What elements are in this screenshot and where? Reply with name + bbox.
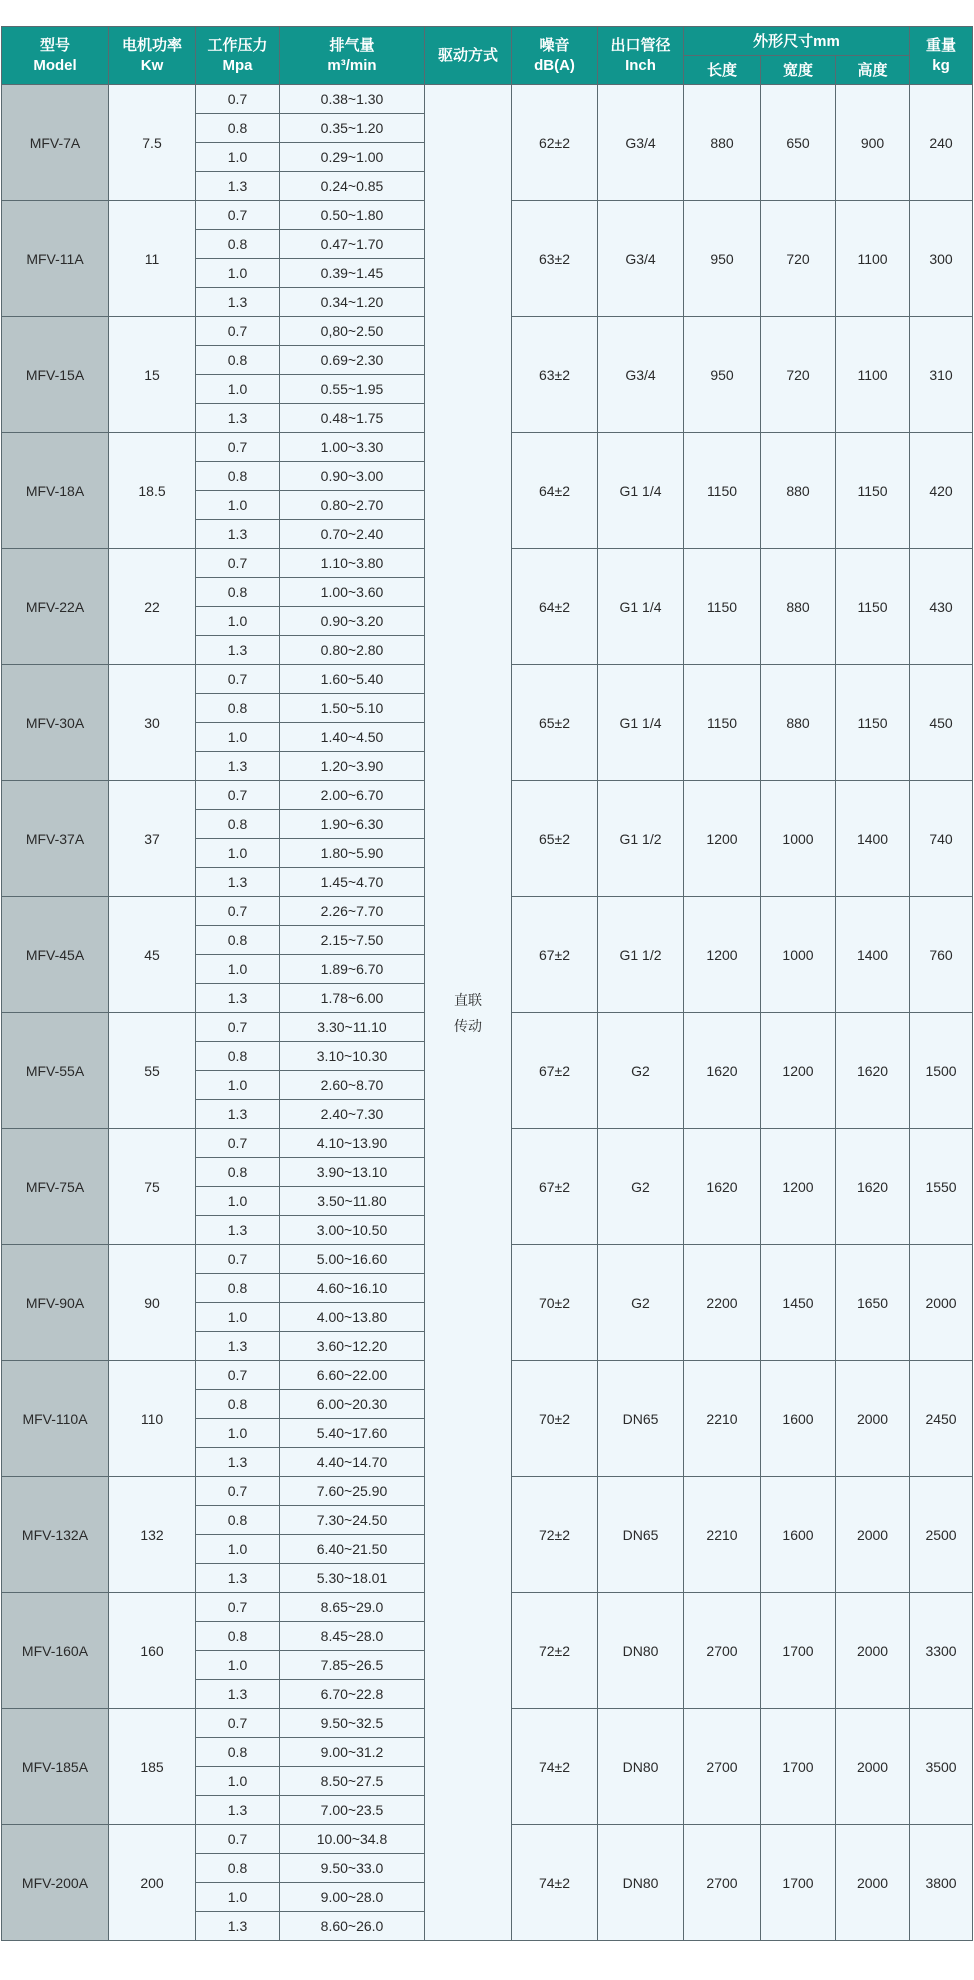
weight-cell: 420 xyxy=(910,433,973,549)
model-cell: MFV-55A xyxy=(2,1013,109,1129)
weight-cell: 3800 xyxy=(910,1825,973,1941)
model-cell: MFV-110A xyxy=(2,1361,109,1477)
width-cell: 1600 xyxy=(761,1361,836,1477)
flow-cell: 0.50~1.80 xyxy=(280,201,425,230)
noise-cell: 72±2 xyxy=(512,1477,598,1593)
pressure-cell: 0.8 xyxy=(196,346,280,375)
weight-cell: 2450 xyxy=(910,1361,973,1477)
weight-cell: 3300 xyxy=(910,1593,973,1709)
weight-cell: 2500 xyxy=(910,1477,973,1593)
outlet-cell: G3/4 xyxy=(598,85,684,201)
pressure-cell: 1.0 xyxy=(196,1187,280,1216)
pressure-cell: 0.7 xyxy=(196,897,280,926)
table-row xyxy=(2,85,973,114)
pressure-cell: 0.8 xyxy=(196,1622,280,1651)
width-cell: 1700 xyxy=(761,1593,836,1709)
flow-cell: 2.00~6.70 xyxy=(280,781,425,810)
header-model xyxy=(2,27,109,85)
flow-cell: 9.00~31.2 xyxy=(280,1738,425,1767)
outlet-cell: G2 xyxy=(598,1245,684,1361)
power-cell: 15 xyxy=(109,317,196,433)
header-weight-zh: 重量 xyxy=(926,37,957,54)
weight-cell: 1500 xyxy=(910,1013,973,1129)
height-cell: 2000 xyxy=(836,1825,910,1941)
power-cell: 37 xyxy=(109,781,196,897)
pressure-cell: 0.7 xyxy=(196,317,280,346)
length-cell: 1620 xyxy=(684,1129,761,1245)
noise-cell: 74±2 xyxy=(512,1825,598,1941)
height-cell: 1150 xyxy=(836,549,910,665)
weight-cell: 240 xyxy=(910,85,973,201)
width-cell: 880 xyxy=(761,665,836,781)
flow-cell: 9.50~33.0 xyxy=(280,1854,425,1883)
flow-cell: 1.45~4.70 xyxy=(280,868,425,897)
flow-cell: 0.24~0.85 xyxy=(280,172,425,201)
model-cell: MFV-90A xyxy=(2,1245,109,1361)
power-cell: 75 xyxy=(109,1129,196,1245)
pressure-cell: 0.7 xyxy=(196,1129,280,1158)
height-cell: 1100 xyxy=(836,317,910,433)
flow-cell: 10.00~34.8 xyxy=(280,1825,425,1854)
header-power-zh: 电机功率 xyxy=(121,37,182,54)
width-cell: 880 xyxy=(761,433,836,549)
height-cell: 1150 xyxy=(836,665,910,781)
header-outlet xyxy=(598,27,684,85)
power-cell: 55 xyxy=(109,1013,196,1129)
power-cell: 22 xyxy=(109,549,196,665)
height-cell: 1100 xyxy=(836,201,910,317)
pressure-cell: 0.7 xyxy=(196,201,280,230)
power-cell: 90 xyxy=(109,1245,196,1361)
flow-cell: 0.80~2.70 xyxy=(280,491,425,520)
pressure-cell: 0.8 xyxy=(196,230,280,259)
height-cell: 2000 xyxy=(836,1361,910,1477)
pressure-cell: 1.0 xyxy=(196,607,280,636)
length-cell: 1620 xyxy=(684,1013,761,1129)
noise-cell: 63±2 xyxy=(512,317,598,433)
flow-cell: 0.55~1.95 xyxy=(280,375,425,404)
outlet-cell: G1 1/4 xyxy=(598,665,684,781)
length-cell: 1150 xyxy=(684,549,761,665)
flow-cell: 3.90~13.10 xyxy=(280,1158,425,1187)
pressure-cell: 0.8 xyxy=(196,1042,280,1071)
height-cell: 1150 xyxy=(836,433,910,549)
weight-cell: 430 xyxy=(910,549,973,665)
pressure-cell: 0.8 xyxy=(196,694,280,723)
noise-cell: 70±2 xyxy=(512,1245,598,1361)
header-model-en: Model xyxy=(33,57,77,74)
pressure-cell: 0.8 xyxy=(196,810,280,839)
pressure-cell: 1.0 xyxy=(196,723,280,752)
outlet-cell: G1 1/2 xyxy=(598,897,684,1013)
height-cell: 900 xyxy=(836,85,910,201)
flow-cell: 4.60~16.10 xyxy=(280,1274,425,1303)
header-flow-en: m³/min xyxy=(327,57,377,74)
width-cell: 880 xyxy=(761,549,836,665)
height-cell: 1400 xyxy=(836,897,910,1013)
pressure-cell: 0.7 xyxy=(196,781,280,810)
flow-cell: 5.30~18.01 xyxy=(280,1564,425,1593)
power-cell: 18.5 xyxy=(109,433,196,549)
flow-cell: 8.65~29.0 xyxy=(280,1593,425,1622)
pressure-cell: 0.7 xyxy=(196,665,280,694)
header-flow-zh: 排气量 xyxy=(329,37,375,54)
flow-cell: 2.26~7.70 xyxy=(280,897,425,926)
pressure-cell: 1.0 xyxy=(196,1767,280,1796)
power-cell: 7.5 xyxy=(109,85,196,201)
length-cell: 2210 xyxy=(684,1361,761,1477)
header-weight-en: kg xyxy=(932,57,950,74)
pressure-cell: 1.0 xyxy=(196,1883,280,1912)
weight-cell: 3500 xyxy=(910,1709,973,1825)
flow-cell: 9.00~28.0 xyxy=(280,1883,425,1912)
weight-cell: 300 xyxy=(910,201,973,317)
pressure-cell: 0.8 xyxy=(196,1390,280,1419)
pressure-cell: 0.7 xyxy=(196,1825,280,1854)
pressure-cell: 0.8 xyxy=(196,1738,280,1767)
model-cell: MFV-11A xyxy=(2,201,109,317)
flow-cell: 8.50~27.5 xyxy=(280,1767,425,1796)
pressure-cell: 0.7 xyxy=(196,1245,280,1274)
noise-cell: 67±2 xyxy=(512,1013,598,1129)
model-cell: MFV-160A xyxy=(2,1593,109,1709)
flow-cell: 8.45~28.0 xyxy=(280,1622,425,1651)
pressure-cell: 1.3 xyxy=(196,1912,280,1941)
width-cell: 1000 xyxy=(761,781,836,897)
header-flow xyxy=(280,27,425,85)
flow-cell: 7.30~24.50 xyxy=(280,1506,425,1535)
weight-cell: 1550 xyxy=(910,1129,973,1245)
pressure-cell: 0.8 xyxy=(196,926,280,955)
pressure-cell: 0.7 xyxy=(196,1593,280,1622)
pressure-cell: 1.0 xyxy=(196,1303,280,1332)
length-cell: 2700 xyxy=(684,1825,761,1941)
pressure-cell: 1.0 xyxy=(196,143,280,172)
pressure-cell: 1.3 xyxy=(196,1564,280,1593)
noise-cell: 72±2 xyxy=(512,1593,598,1709)
pressure-cell: 1.0 xyxy=(196,839,280,868)
length-cell: 2700 xyxy=(684,1709,761,1825)
pressure-cell: 1.3 xyxy=(196,520,280,549)
flow-cell: 6.40~21.50 xyxy=(280,1535,425,1564)
width-cell: 1450 xyxy=(761,1245,836,1361)
weight-cell: 310 xyxy=(910,317,973,433)
length-cell: 1150 xyxy=(684,665,761,781)
drive-cell xyxy=(425,85,512,1941)
power-cell: 160 xyxy=(109,1593,196,1709)
pressure-cell: 0.8 xyxy=(196,1158,280,1187)
flow-cell: 0,80~2.50 xyxy=(280,317,425,346)
model-cell: MFV-75A xyxy=(2,1129,109,1245)
drive-method-text: 传动 xyxy=(454,1017,482,1034)
header-length: 长度 xyxy=(684,56,761,85)
outlet-cell: G3/4 xyxy=(598,317,684,433)
header-weight xyxy=(910,27,973,85)
model-cell: MFV-15A xyxy=(2,317,109,433)
weight-cell: 2000 xyxy=(910,1245,973,1361)
flow-cell: 7.85~26.5 xyxy=(280,1651,425,1680)
model-cell: MFV-37A xyxy=(2,781,109,897)
header-outlet-zh: 出口管径 xyxy=(610,37,671,54)
height-cell: 1650 xyxy=(836,1245,910,1361)
width-cell: 1700 xyxy=(761,1825,836,1941)
length-cell: 2210 xyxy=(684,1477,761,1593)
flow-cell: 6.70~22.8 xyxy=(280,1680,425,1709)
power-cell: 11 xyxy=(109,201,196,317)
flow-cell: 4.10~13.90 xyxy=(280,1129,425,1158)
flow-cell: 0.48~1.75 xyxy=(280,404,425,433)
flow-cell: 0.47~1.70 xyxy=(280,230,425,259)
pressure-cell: 1.3 xyxy=(196,752,280,781)
pressure-cell: 0.7 xyxy=(196,85,280,114)
table-body xyxy=(2,85,973,1941)
noise-cell: 67±2 xyxy=(512,897,598,1013)
flow-cell: 8.60~26.0 xyxy=(280,1912,425,1941)
pressure-cell: 0.8 xyxy=(196,1854,280,1883)
noise-cell: 74±2 xyxy=(512,1709,598,1825)
pressure-cell: 1.0 xyxy=(196,1071,280,1100)
length-cell: 880 xyxy=(684,85,761,201)
model-cell: MFV-132A xyxy=(2,1477,109,1593)
flow-cell: 4.00~13.80 xyxy=(280,1303,425,1332)
flow-cell: 1.50~5.10 xyxy=(280,694,425,723)
flow-cell: 1.80~5.90 xyxy=(280,839,425,868)
pressure-cell: 0.8 xyxy=(196,462,280,491)
pressure-cell: 1.0 xyxy=(196,1535,280,1564)
flow-cell: 1.89~6.70 xyxy=(280,955,425,984)
header-noise-en: dB(A) xyxy=(534,57,575,74)
header-model-zh: 型号 xyxy=(39,37,70,54)
flow-cell: 1.40~4.50 xyxy=(280,723,425,752)
height-cell: 2000 xyxy=(836,1709,910,1825)
pressure-cell: 1.3 xyxy=(196,1100,280,1129)
outlet-cell: DN65 xyxy=(598,1477,684,1593)
header-power xyxy=(109,27,196,85)
flow-cell: 3.00~10.50 xyxy=(280,1216,425,1245)
pressure-cell: 1.3 xyxy=(196,1216,280,1245)
flow-cell: 5.00~16.60 xyxy=(280,1245,425,1274)
noise-cell: 67±2 xyxy=(512,1129,598,1245)
spec-table xyxy=(1,26,973,1941)
length-cell: 1200 xyxy=(684,897,761,1013)
outlet-cell: G1 1/2 xyxy=(598,781,684,897)
flow-cell: 1.60~5.40 xyxy=(280,665,425,694)
pressure-cell: 0.7 xyxy=(196,1477,280,1506)
noise-cell: 70±2 xyxy=(512,1361,598,1477)
flow-cell: 1.00~3.60 xyxy=(280,578,425,607)
flow-cell: 1.00~3.30 xyxy=(280,433,425,462)
flow-cell: 1.10~3.80 xyxy=(280,549,425,578)
outlet-cell: G1 1/4 xyxy=(598,549,684,665)
width-cell: 1200 xyxy=(761,1013,836,1129)
pressure-cell: 1.3 xyxy=(196,1448,280,1477)
outlet-cell: G1 1/4 xyxy=(598,433,684,549)
pressure-cell: 1.3 xyxy=(196,404,280,433)
header-power-en: Kw xyxy=(140,57,164,74)
power-cell: 45 xyxy=(109,897,196,1013)
header-dimensions: 外形尺寸mm xyxy=(684,27,910,56)
noise-cell: 62±2 xyxy=(512,85,598,201)
pressure-cell: 0.7 xyxy=(196,1709,280,1738)
height-cell: 1400 xyxy=(836,781,910,897)
model-cell: MFV-18A xyxy=(2,433,109,549)
flow-cell: 6.60~22.00 xyxy=(280,1361,425,1390)
noise-cell: 64±2 xyxy=(512,433,598,549)
flow-cell: 0.69~2.30 xyxy=(280,346,425,375)
length-cell: 2700 xyxy=(684,1593,761,1709)
pressure-cell: 1.3 xyxy=(196,636,280,665)
width-cell: 1000 xyxy=(761,897,836,1013)
flow-cell: 1.78~6.00 xyxy=(280,984,425,1013)
outlet-cell: G2 xyxy=(598,1129,684,1245)
power-cell: 185 xyxy=(109,1709,196,1825)
outlet-cell: G2 xyxy=(598,1013,684,1129)
pressure-cell: 1.3 xyxy=(196,1332,280,1361)
model-cell: MFV-185A xyxy=(2,1709,109,1825)
length-cell: 950 xyxy=(684,317,761,433)
flow-cell: 0.70~2.40 xyxy=(280,520,425,549)
pressure-cell: 0.7 xyxy=(196,1013,280,1042)
length-cell: 2200 xyxy=(684,1245,761,1361)
noise-cell: 63±2 xyxy=(512,201,598,317)
drive-method-text: 直联 xyxy=(454,991,482,1008)
width-cell: 1600 xyxy=(761,1477,836,1593)
length-cell: 1200 xyxy=(684,781,761,897)
flow-cell: 2.15~7.50 xyxy=(280,926,425,955)
header-width: 宽度 xyxy=(761,56,836,85)
height-cell: 2000 xyxy=(836,1593,910,1709)
pressure-cell: 1.0 xyxy=(196,259,280,288)
width-cell: 720 xyxy=(761,317,836,433)
width-cell: 1200 xyxy=(761,1129,836,1245)
flow-cell: 9.50~32.5 xyxy=(280,1709,425,1738)
pressure-cell: 0.8 xyxy=(196,1506,280,1535)
length-cell: 1150 xyxy=(684,433,761,549)
flow-cell: 2.60~8.70 xyxy=(280,1071,425,1100)
flow-cell: 0.90~3.00 xyxy=(280,462,425,491)
pressure-cell: 1.0 xyxy=(196,1651,280,1680)
outlet-cell: DN80 xyxy=(598,1709,684,1825)
pressure-cell: 1.3 xyxy=(196,868,280,897)
model-cell: MFV-22A xyxy=(2,549,109,665)
model-cell: MFV-45A xyxy=(2,897,109,1013)
pressure-cell: 0.8 xyxy=(196,1274,280,1303)
height-cell: 2000 xyxy=(836,1477,910,1593)
pressure-cell: 0.7 xyxy=(196,549,280,578)
flow-cell: 2.40~7.30 xyxy=(280,1100,425,1129)
width-cell: 1700 xyxy=(761,1709,836,1825)
model-cell: MFV-7A xyxy=(2,85,109,201)
flow-cell: 7.60~25.90 xyxy=(280,1477,425,1506)
power-cell: 30 xyxy=(109,665,196,781)
pressure-cell: 0.8 xyxy=(196,114,280,143)
length-cell: 950 xyxy=(684,201,761,317)
power-cell: 132 xyxy=(109,1477,196,1593)
header-pressure xyxy=(196,27,280,85)
flow-cell: 4.40~14.70 xyxy=(280,1448,425,1477)
noise-cell: 65±2 xyxy=(512,665,598,781)
pressure-cell: 0.8 xyxy=(196,578,280,607)
flow-cell: 1.20~3.90 xyxy=(280,752,425,781)
weight-cell: 450 xyxy=(910,665,973,781)
noise-cell: 65±2 xyxy=(512,781,598,897)
header-height: 高度 xyxy=(836,56,910,85)
table-header xyxy=(2,27,973,85)
model-cell: MFV-30A xyxy=(2,665,109,781)
pressure-cell: 1.3 xyxy=(196,172,280,201)
pressure-cell: 1.3 xyxy=(196,984,280,1013)
pressure-cell: 1.3 xyxy=(196,288,280,317)
width-cell: 650 xyxy=(761,85,836,201)
flow-cell: 0.34~1.20 xyxy=(280,288,425,317)
weight-cell: 760 xyxy=(910,897,973,1013)
flow-cell: 6.00~20.30 xyxy=(280,1390,425,1419)
outlet-cell: DN80 xyxy=(598,1825,684,1941)
header-noise xyxy=(512,27,598,85)
header-noise-zh: 噪音 xyxy=(539,37,570,54)
pressure-cell: 1.0 xyxy=(196,375,280,404)
header-outlet-en: Inch xyxy=(625,57,656,74)
flow-cell: 0.39~1.45 xyxy=(280,259,425,288)
flow-cell: 0.80~2.80 xyxy=(280,636,425,665)
header-pressure-zh: 工作压力 xyxy=(207,37,268,54)
header-drive: 驱动方式 xyxy=(425,27,512,85)
flow-cell: 3.60~12.20 xyxy=(280,1332,425,1361)
flow-cell: 3.10~10.30 xyxy=(280,1042,425,1071)
pressure-cell: 1.0 xyxy=(196,955,280,984)
model-cell: MFV-200A xyxy=(2,1825,109,1941)
flow-cell: 0.90~3.20 xyxy=(280,607,425,636)
pressure-cell: 1.3 xyxy=(196,1680,280,1709)
flow-cell: 0.38~1.30 xyxy=(280,85,425,114)
pressure-cell: 1.0 xyxy=(196,1419,280,1448)
pressure-cell: 1.3 xyxy=(196,1796,280,1825)
height-cell: 1620 xyxy=(836,1013,910,1129)
pressure-cell: 0.7 xyxy=(196,433,280,462)
power-cell: 110 xyxy=(109,1361,196,1477)
weight-cell: 740 xyxy=(910,781,973,897)
flow-cell: 5.40~17.60 xyxy=(280,1419,425,1448)
outlet-cell: DN65 xyxy=(598,1361,684,1477)
flow-cell: 1.90~6.30 xyxy=(280,810,425,839)
flow-cell: 3.30~11.10 xyxy=(280,1013,425,1042)
width-cell: 720 xyxy=(761,201,836,317)
outlet-cell: DN80 xyxy=(598,1593,684,1709)
power-cell: 200 xyxy=(109,1825,196,1941)
height-cell: 1620 xyxy=(836,1129,910,1245)
noise-cell: 64±2 xyxy=(512,549,598,665)
pressure-cell: 1.0 xyxy=(196,491,280,520)
outlet-cell: G3/4 xyxy=(598,201,684,317)
flow-cell: 0.35~1.20 xyxy=(280,114,425,143)
flow-cell: 3.50~11.80 xyxy=(280,1187,425,1216)
flow-cell: 0.29~1.00 xyxy=(280,143,425,172)
header-pressure-en: Mpa xyxy=(222,57,253,74)
flow-cell: 7.00~23.5 xyxy=(280,1796,425,1825)
pressure-cell: 0.7 xyxy=(196,1361,280,1390)
